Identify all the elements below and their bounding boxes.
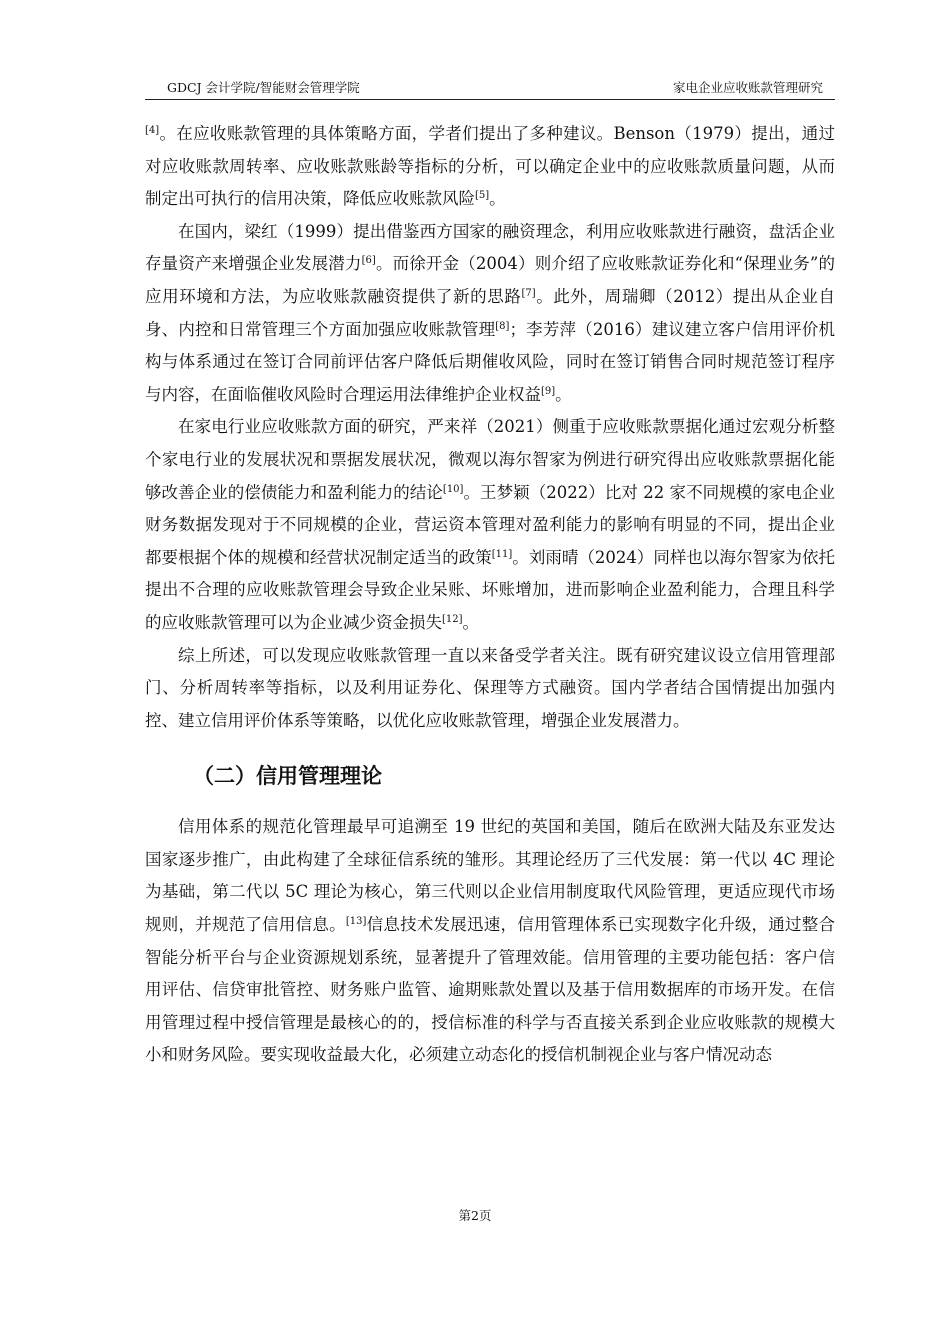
paragraph-text: 在国内，梁红（1999）提出借鉴西方国家的融资理念，利用应收账款进行融资，盘活企业存量资产来增强企业发展潜力 — [145, 221, 835, 274]
paragraph-text: 信用体系的规范化管理最早可追溯至 19 世纪的英国和美国，随后在欧洲大陆及东亚发达国家逐步推广，由此构建了全球征信系统的雏形。其理论经历了三代发展：第一代以 4C 理论为基础，第二代以 5C 理论为核心，第三代则以企业信用制度取代风险管理，更适应现代市场规则，并规范了信用信息。 — [145, 817, 835, 935]
paragraph-text: 。在应收账款管理的具体策略方面，学者们提出了多种建议。Benson（1979）提出，通过对应收账款周转率、应收账款账龄等指标的分析，可以确定企业中的应收账款质量问题，从而制定出可执行的信用决策，降低应收账款风险 — [145, 124, 835, 209]
citation-ref: [10] — [442, 483, 464, 495]
citation-ref: [13] — [345, 916, 367, 928]
citation-ref: [12] — [442, 613, 463, 625]
paragraph — [145, 411, 835, 639]
citation-ref: [8] — [495, 320, 510, 332]
paragraph — [145, 640, 835, 738]
paragraph — [145, 216, 835, 412]
citation-ref: [4] — [145, 125, 160, 136]
citation-ref: [11] — [491, 548, 513, 560]
paragraph-text: 综上所述，可以发现应收账款管理一直以来备受学者关注。既有研究建议设立信用管理部门、分析周转率等指标，以及利用证券化、保理等方式融资。国内学者结合国情提出加强内控、建立信用评价体系等策略，以优化应收账款管理，增强企业发展潜力。 — [145, 645, 835, 730]
paragraph-text: 。王梦颖（2022）比对 22 家不同规模的家电企业财务数据发现对于不同规模的企业，营运资本管理对盈利能力的影响有明显的不同，提出企业都要根据个体的规模和经营状况制定适当的政策 — [145, 482, 835, 567]
credit-theory-text — [145, 811, 835, 1072]
paragraph — [145, 118, 835, 216]
paragraph-text: ；李芳萍（2016）建议建立客户信用评价机构与体系通过在签订合同前评估客户降低后期催收风险，同时在签订销售合同时规范签订程序与内容，在面临催收风险时合理运用法律维护企业权益 — [145, 319, 835, 404]
paragraph-text: 。刘雨晴（2024）同样也以海尔智家为依托提出不合理的应收账款管理会导致企业呆账、坏账增加，进而影响企业盈利能力，合理且科学的应收账款管理可以为企业减少资金损失 — [145, 547, 836, 632]
page-number: 第2页 — [458, 1208, 492, 1223]
citation-ref: [7] — [521, 287, 536, 299]
paragraph-text: 。 — [489, 189, 506, 209]
paragraph-text: 信息技术发展迅速，信用管理体系已实现数字化升级，通过整合智能分析平台与企业资源规划系统，显著提升了管理效能。信用管理的主要功能包括：客户信用评估、信贷审批管控、财务账户监管、逾期账款处置以及基于信用数据库的市场开发。在信用管理过程中授信管理是最核心的的，授信标准的科学与否直接关系到企业应收账款的规模大小和财务风险。要实现收益最大化，必须建立动态化的授信机制视企业与客户情况动态 — [145, 915, 836, 1065]
paragraph-text: 。此外，周瑞卿（2012）提出从企业自身、内控和日常管理三个方面加强应收账款管理 — [145, 286, 836, 339]
header-institution: GDCJ 会计学院/智能财会管理学院 — [167, 80, 360, 95]
page-header — [145, 73, 835, 100]
paragraph-text: 。 — [462, 612, 480, 632]
paragraph-text: 。 — [555, 384, 572, 404]
literature-review-text — [145, 118, 835, 737]
citation-ref: [5] — [475, 190, 490, 202]
citation-ref: [9] — [541, 385, 556, 397]
paragraph — [145, 811, 835, 1072]
citation-ref: [6] — [361, 255, 376, 267]
paragraph-text: 。而徐开金（2004）则介绍了应收账款证券化和“保理业务”的应用环境和方法，为应收账款融资提供了新的思路 — [145, 254, 835, 306]
paragraph-text: 在家电行业应收账款方面的研究，严来祥（2021）侧重于应收账款票据化通过宏观分析整个家电行业的发展状况和票据发展状况，微观以海尔智家为例进行研究得出应收账款票据化能够改善企业的偿债能力和盈利能力的结论 — [145, 417, 835, 502]
page-body — [145, 118, 835, 1072]
header-paper-title: 家电企业应收账款管理研究 — [672, 80, 823, 95]
section-heading: （二）信用管理理论 — [193, 764, 382, 789]
